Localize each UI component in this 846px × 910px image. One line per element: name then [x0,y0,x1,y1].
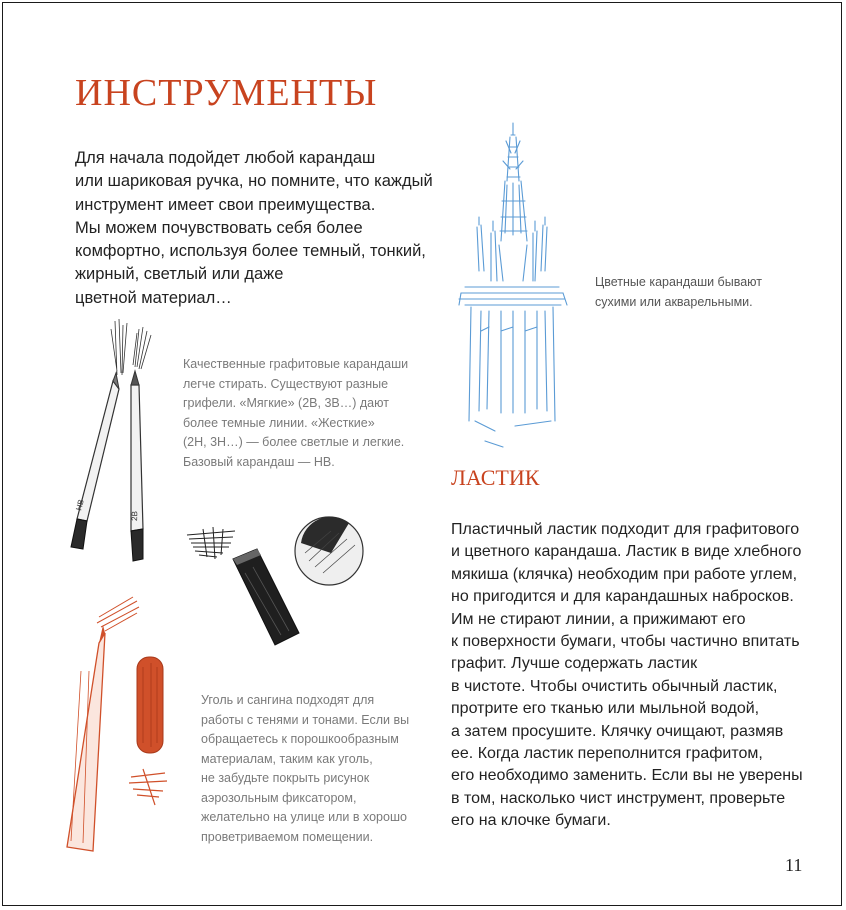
page-number: 11 [785,855,803,875]
intro-paragraph: Для начала подойдет любой карандаш или шариковая ручка, но помните, что каждый инструмент имеет свои преимущества. Мы можем почувствовать себя более комфортно, используя более темный, тонкий, жирный, светлый или даже цветной материал… [75,149,433,307]
sanguine-stick-icon [137,657,163,753]
eraser-section-title: ЛАСТИК [451,465,540,490]
eraser-section-text: Пластичный ластик подходит для графитового и цветного карандаша. Ластик в виде хлебного мякиша (клячка) необходим при работе углем, но пригодится и для карандашных набросков. Им не стирают линии, а прижимают его к поверхности бумаги, чтобы частично впитать графит. Лучше содержать ластик в чистоте. Чтобы очистить обычный ластик, протрите его тканью или мыльной водой, а затем просушите. Клячку очищают, размяв ее. Когда ластик переполнится графитом, его необходимо заменить. Если вы не уверены в том, насколько чист инструмент, проверьте его на клочке бумаги. [451,521,803,830]
charcoal-illustration [183,521,307,651]
graphite-pencils-caption: Качественные графитовые карандаши легче стирать. Существуют разные грифели. «Мягкие» (2B, 3B…) дают более темные линии. «Жесткие» (2H, 3H…) — более светлые и легкие. Базовый карандаш — HB. [183,357,409,469]
graphite-pencils-illustration [67,315,177,567]
eraser-ball-illustration [291,513,367,589]
book-page [2,2,842,906]
pencil-hb-label: HB [74,498,86,512]
pencil-2b-icon [130,371,143,561]
cathedral-spire-illustration [455,121,575,451]
colored-pencils-caption: Цветные карандаши бывают сухими или акварельными. [595,275,762,309]
pencil-hb-icon [71,373,119,549]
charcoal-sanguine-caption: Уголь и сангина подходят для работы с тенями и тонами. Если вы обращаетесь к порошкообразным материалам, таким как уголь, не забудьте покрыть рисунок аэрозольным фиксатором, желательно на улице или в хорошо проветриваемом помещении. [201,693,410,844]
pencil-2b-label: 2B [130,510,140,522]
charcoal-stick-icon [233,549,299,645]
page-title: ИНСТРУМЕНТЫ [75,72,378,114]
sanguine-pencil-icon [67,625,105,851]
sanguine-illustration [59,591,179,853]
